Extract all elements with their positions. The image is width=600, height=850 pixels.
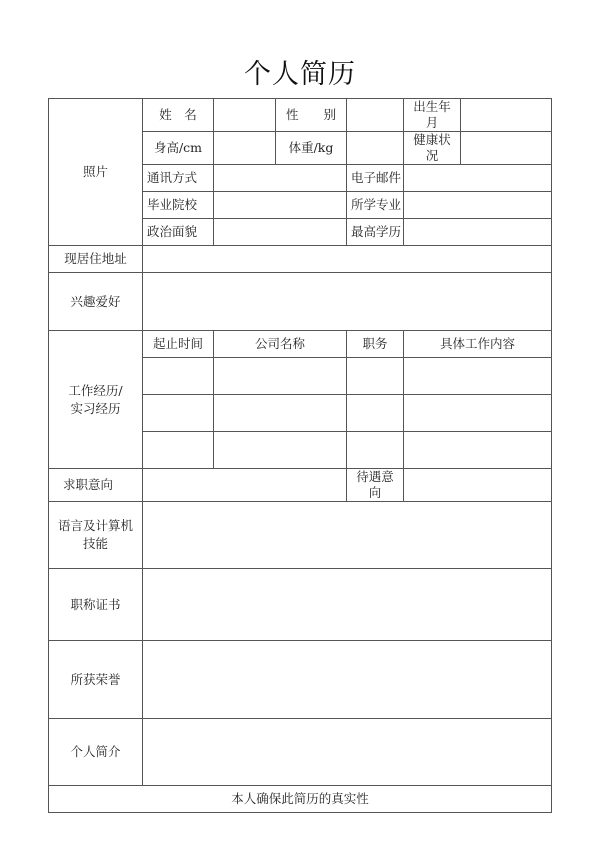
major-label: 所学专业 bbox=[347, 192, 404, 219]
skills-cell bbox=[49, 502, 143, 569]
hobbies-field[interactable] bbox=[143, 273, 552, 331]
height-label: 身高/cm bbox=[143, 132, 214, 165]
address-field[interactable] bbox=[143, 246, 552, 273]
birth-field[interactable] bbox=[461, 99, 552, 132]
salary-intent-label: 待遇意向 bbox=[347, 469, 404, 502]
profile-label: 个人简介 bbox=[49, 719, 143, 786]
contact-label: 通讯方式 bbox=[143, 165, 214, 192]
school-field[interactable] bbox=[214, 192, 347, 219]
politics-label: 政治面貌 bbox=[143, 219, 214, 246]
work-header-content: 具体工作内容 bbox=[404, 331, 552, 358]
gender-field[interactable] bbox=[347, 99, 404, 132]
work-period-field[interactable] bbox=[143, 432, 214, 469]
work-period-field[interactable] bbox=[143, 358, 214, 395]
health-field[interactable] bbox=[461, 132, 552, 165]
profile-field[interactable] bbox=[143, 719, 552, 786]
skills-field[interactable] bbox=[143, 502, 552, 569]
honors-field[interactable] bbox=[143, 641, 552, 719]
weight-field[interactable] bbox=[347, 132, 404, 165]
weight-label: 体重/kg bbox=[276, 132, 347, 165]
name-field[interactable] bbox=[214, 99, 276, 132]
declaration: 本人确保此简历的真实性 bbox=[49, 786, 552, 813]
page-title: 个人简历 bbox=[244, 59, 356, 90]
work-content-field[interactable] bbox=[404, 432, 552, 469]
certificates-label: 职称证书 bbox=[49, 569, 143, 641]
work-label: 工作经历/实习经历 bbox=[68, 382, 123, 416]
address-label: 现居住地址 bbox=[49, 246, 143, 273]
work-content-field[interactable] bbox=[404, 358, 552, 395]
work-position-field[interactable] bbox=[347, 395, 404, 432]
job-intent-field[interactable] bbox=[143, 469, 347, 502]
height-field[interactable] bbox=[214, 132, 276, 165]
email-label: 电子邮件 bbox=[347, 165, 404, 192]
work-company-field[interactable] bbox=[214, 432, 347, 469]
education-field[interactable] bbox=[404, 219, 552, 246]
work-header-company: 公司名称 bbox=[214, 331, 347, 358]
salary-intent-field[interactable] bbox=[404, 469, 552, 502]
work-section-cell bbox=[49, 331, 143, 469]
certificates-field[interactable] bbox=[143, 569, 552, 641]
education-label: 最高学历 bbox=[347, 219, 404, 246]
skills-label: 语言及计算机技能 bbox=[57, 518, 133, 551]
photo-cell[interactable] bbox=[49, 99, 143, 246]
work-header-position: 职务 bbox=[347, 331, 404, 358]
birth-label: 出生年月 bbox=[404, 99, 461, 132]
work-company-field[interactable] bbox=[214, 395, 347, 432]
work-period-field[interactable] bbox=[143, 395, 214, 432]
resume-form bbox=[48, 98, 552, 813]
honors-label: 所获荣誉 bbox=[49, 641, 143, 719]
name-label: 姓 名 bbox=[143, 99, 214, 132]
major-field[interactable] bbox=[404, 192, 552, 219]
school-label: 毕业院校 bbox=[143, 192, 214, 219]
work-position-field[interactable] bbox=[347, 358, 404, 395]
job-intent-label: 求职意向 bbox=[49, 469, 143, 502]
work-company-field[interactable] bbox=[214, 358, 347, 395]
gender-label: 性 别 bbox=[276, 99, 347, 132]
health-label: 健康状况 bbox=[404, 132, 461, 165]
politics-field[interactable] bbox=[214, 219, 347, 246]
hobbies-label: 兴趣爱好 bbox=[49, 273, 143, 331]
email-field[interactable] bbox=[404, 165, 552, 192]
work-content-field[interactable] bbox=[404, 395, 552, 432]
photo-label: 照片 bbox=[82, 164, 108, 179]
contact-field[interactable] bbox=[214, 165, 347, 192]
work-position-field[interactable] bbox=[347, 432, 404, 469]
work-header-period: 起止时间 bbox=[143, 331, 214, 358]
